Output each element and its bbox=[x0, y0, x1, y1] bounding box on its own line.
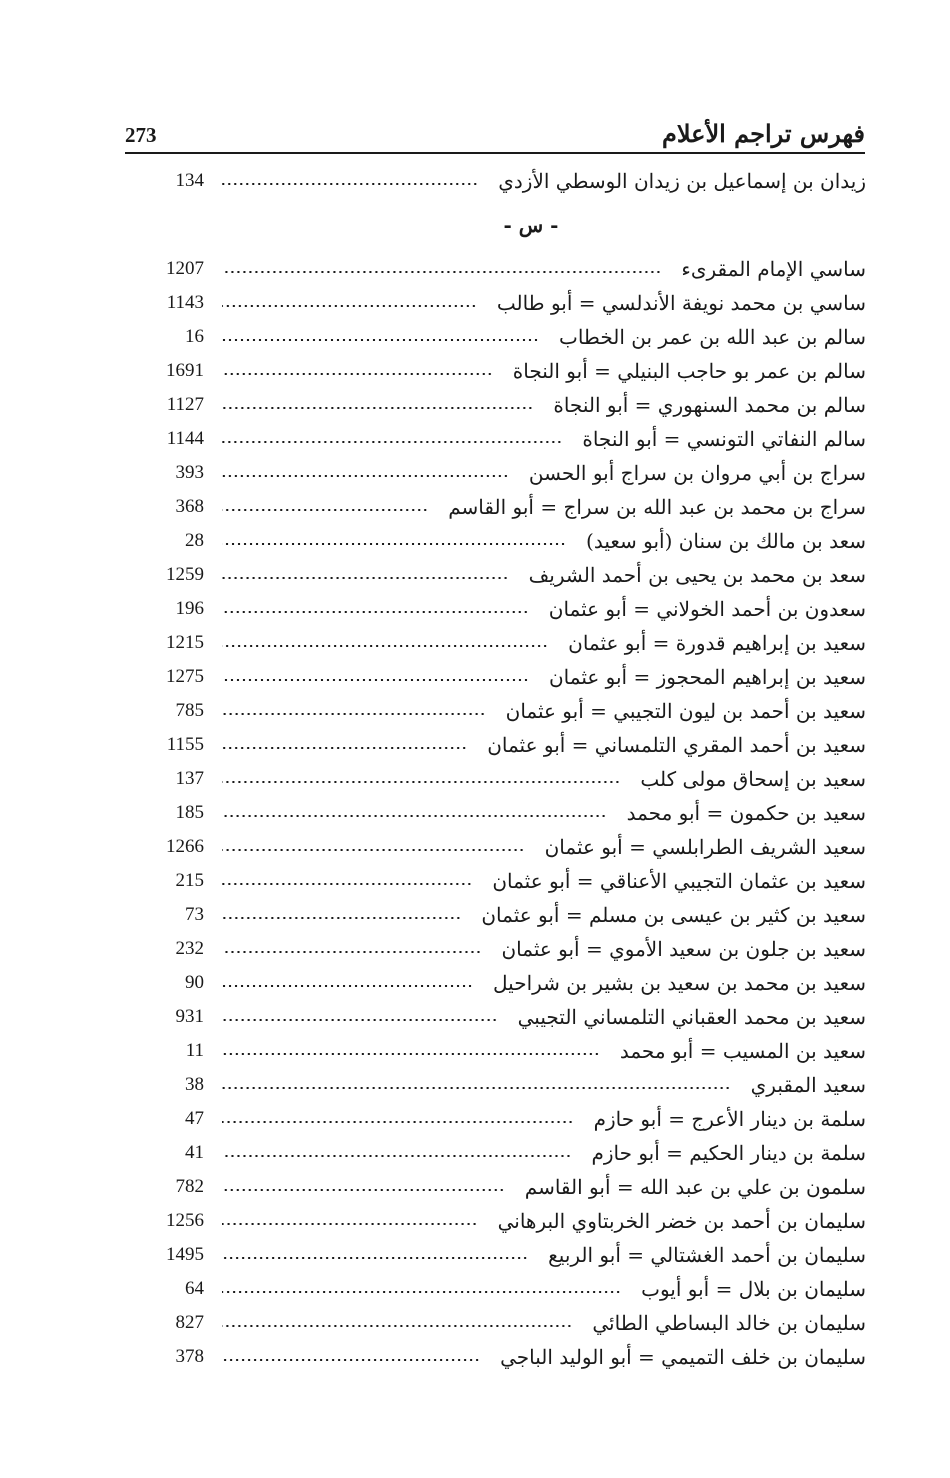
entry-page: 785 bbox=[175, 700, 204, 721]
index-entry bbox=[148, 1068, 866, 1102]
index-entry bbox=[148, 796, 866, 830]
entry-name: سليمان بن خلف التميمي = أبو الوليد الباجي bbox=[500, 1345, 866, 1369]
entry-page: 827 bbox=[175, 1312, 204, 1333]
entry-page: 137 bbox=[175, 768, 204, 789]
entry-page: 16 bbox=[185, 326, 204, 347]
index-entry bbox=[148, 1306, 866, 1340]
entry-name: سليمان بن خالد البساطي الطائي bbox=[592, 1311, 866, 1335]
running-title: فهرس تراجم الأعلام bbox=[661, 119, 865, 148]
entry-page: 185 bbox=[175, 802, 204, 823]
index-entry bbox=[148, 164, 866, 198]
index-entry bbox=[148, 762, 866, 796]
index-entry bbox=[148, 524, 866, 558]
entry-name: سالم بن عبد الله بن عمر بن الخطاب bbox=[558, 325, 866, 349]
dot-leader bbox=[222, 611, 529, 613]
entry-name: سعيد بن جلون بن سعيد الأموي = أبو عثمان bbox=[501, 937, 866, 961]
entry-name: سعيد بن كثير بن عيسى بن مسلم = أبو عثمان bbox=[481, 903, 866, 927]
dot-leader bbox=[222, 747, 467, 749]
entry-page: 1215 bbox=[166, 632, 204, 653]
entry-name: سلمون بن علي بن عبد الله = أبو القاسم bbox=[524, 1175, 866, 1199]
dot-leader bbox=[222, 917, 461, 919]
dot-leader bbox=[222, 407, 533, 409]
entry-name: سعد بن مالك بن سنان (أبو سعيد) bbox=[586, 529, 866, 553]
dot-leader bbox=[222, 951, 481, 953]
dot-leader bbox=[222, 577, 509, 579]
entry-name: سلمة بن دينار الحكيم = أبو حازم bbox=[591, 1141, 866, 1165]
entry-page: 64 bbox=[185, 1278, 204, 1299]
entry-page: 368 bbox=[175, 496, 204, 517]
dot-leader bbox=[222, 1053, 600, 1055]
index-entry bbox=[148, 592, 866, 626]
entry-page: 47 bbox=[185, 1108, 204, 1129]
entry-page: 73 bbox=[185, 904, 204, 925]
dot-leader bbox=[222, 1257, 528, 1259]
dot-leader bbox=[222, 271, 661, 273]
dot-leader bbox=[222, 441, 562, 443]
dot-leader bbox=[222, 373, 493, 375]
index-entry bbox=[148, 626, 866, 660]
dot-leader bbox=[222, 1121, 574, 1123]
entry-page: 1256 bbox=[166, 1210, 204, 1231]
dot-leader bbox=[222, 1325, 572, 1327]
entry-name: سعيد بن المسيب = أبو محمد bbox=[619, 1039, 866, 1063]
entry-name: سعيد الشريف الطرابلسي = أبو عثمان bbox=[544, 835, 866, 859]
index-entry bbox=[148, 1340, 866, 1374]
page-number: 273 bbox=[125, 123, 157, 147]
dot-leader bbox=[222, 1223, 478, 1225]
entry-name: سعيد بن أحمد بن ليون التجيبي = أبو عثمان bbox=[505, 699, 866, 723]
dot-leader bbox=[222, 849, 525, 851]
dot-leader bbox=[222, 679, 529, 681]
entry-page: 38 bbox=[185, 1074, 204, 1095]
entry-page: 134 bbox=[175, 170, 204, 191]
dot-leader bbox=[222, 781, 620, 783]
entry-name: سالم النفاتي التونسي = أبو النجاة bbox=[582, 427, 866, 451]
entry-name: سعيد بن عثمان التجيبي الأعناقي = أبو عثمان bbox=[492, 869, 866, 893]
index-entry bbox=[148, 864, 866, 898]
index-entry bbox=[148, 932, 866, 966]
dot-leader bbox=[222, 305, 477, 307]
entry-page: 1259 bbox=[166, 564, 204, 585]
dot-leader bbox=[222, 1087, 731, 1089]
entry-name: سراج بن أبي مروان بن سراج أبو الحسن bbox=[528, 461, 866, 485]
entry-name: ساسي بن محمد نويفة الأندلسي = أبو طالب bbox=[496, 291, 866, 315]
index-entry bbox=[148, 830, 866, 864]
page-header bbox=[125, 112, 865, 148]
index-entry bbox=[148, 490, 866, 524]
entry-name: سعيد بن أحمد المقري التلمساني = أبو عثمان bbox=[487, 733, 866, 757]
entry-page: 782 bbox=[175, 1176, 204, 1197]
index-entry bbox=[148, 728, 866, 762]
entry-page: 215 bbox=[175, 870, 204, 891]
entry-name: سعيد بن إبراهيم قدورة = أبو عثمان bbox=[568, 631, 866, 655]
entry-page: 393 bbox=[175, 462, 204, 483]
entry-page: 1275 bbox=[166, 666, 204, 687]
index-entry bbox=[148, 456, 866, 490]
entry-page: 1143 bbox=[166, 292, 204, 313]
entry-page: 1207 bbox=[166, 258, 204, 279]
header-rule bbox=[125, 152, 865, 154]
dot-leader bbox=[222, 183, 478, 185]
dot-leader bbox=[222, 475, 509, 477]
dot-leader bbox=[222, 883, 472, 885]
entry-name: سعيد بن محمد بن سعيد بن بشير بن شراحيل bbox=[493, 971, 866, 995]
index-entry bbox=[148, 898, 866, 932]
entry-name: سلمة بن دينار الأعرج = أبو حازم bbox=[593, 1107, 866, 1131]
dot-leader bbox=[222, 645, 548, 647]
entry-name: سليمان بن أحمد بن خضر الخربتاوي البرهاني bbox=[497, 1209, 866, 1233]
entry-page: 11 bbox=[185, 1040, 204, 1061]
index-entry bbox=[148, 286, 866, 320]
dot-leader bbox=[222, 985, 473, 987]
entry-page: 196 bbox=[175, 598, 204, 619]
entry-page: 1495 bbox=[166, 1244, 204, 1265]
entry-name: ساسي الإمام المقرىء bbox=[681, 257, 866, 281]
entry-name: سعيد بن إسحاق مولى كلب bbox=[640, 767, 866, 791]
entry-name: سراج بن محمد بن عبد الله بن سراج = أبو القاسم bbox=[448, 495, 866, 519]
entry-name: سليمان بن أحمد الغشتالي = أبو الربيع bbox=[548, 1243, 866, 1267]
index-entry bbox=[148, 694, 866, 728]
index-entry bbox=[148, 1272, 866, 1306]
index-entry bbox=[148, 966, 866, 1000]
index-entry bbox=[148, 1238, 866, 1272]
dot-leader bbox=[222, 1291, 621, 1293]
entry-name: سليمان بن بلال = أبو أيوب bbox=[641, 1277, 866, 1301]
index-entry bbox=[148, 558, 866, 592]
index-list bbox=[148, 164, 866, 1374]
index-entry bbox=[148, 388, 866, 422]
entry-name: زيدان بن إسماعيل بن زيدان الوسطي الأزدي bbox=[498, 169, 866, 193]
entry-name: سعد بن محمد بن يحيى بن أحمد الشريف bbox=[528, 563, 866, 587]
dot-leader bbox=[222, 509, 428, 511]
dot-leader bbox=[222, 713, 486, 715]
entry-name: سعيد بن حكمون = أبو محمد bbox=[626, 801, 866, 825]
index-entry bbox=[148, 422, 866, 456]
entry-page: 1691 bbox=[166, 360, 204, 381]
index-entry bbox=[148, 1102, 866, 1136]
dot-leader bbox=[222, 1155, 571, 1157]
entry-page: 1127 bbox=[166, 394, 204, 415]
entry-name: سعيد المقبري bbox=[750, 1073, 866, 1097]
index-entry bbox=[148, 1204, 866, 1238]
dot-leader bbox=[222, 815, 607, 817]
entry-name: سالم بن محمد السنهوري = أبو النجاة bbox=[553, 393, 866, 417]
dot-leader bbox=[222, 339, 539, 341]
index-entry bbox=[148, 1170, 866, 1204]
entry-name: سعدون بن أحمد الخولاني = أبو عثمان bbox=[548, 597, 866, 621]
index-entry bbox=[148, 320, 866, 354]
dot-leader bbox=[222, 1019, 498, 1021]
entry-name: سعيد بن إبراهيم المحجوز = أبو عثمان bbox=[548, 665, 866, 689]
entry-page: 90 bbox=[185, 972, 204, 993]
entry-page: 1155 bbox=[166, 734, 204, 755]
entry-page: 28 bbox=[185, 530, 204, 551]
dot-leader bbox=[222, 1359, 480, 1361]
index-entry bbox=[148, 252, 866, 286]
index-entry bbox=[148, 1136, 866, 1170]
dot-leader bbox=[222, 1189, 505, 1191]
index-entry bbox=[148, 1034, 866, 1068]
entry-page: 931 bbox=[175, 1006, 204, 1027]
entry-page: 41 bbox=[185, 1142, 204, 1163]
entry-page: 232 bbox=[175, 938, 204, 959]
entry-list bbox=[148, 252, 866, 1374]
section-letter-heading: - س - bbox=[503, 213, 559, 237]
entry-page: 1144 bbox=[166, 428, 204, 449]
dot-leader bbox=[222, 543, 566, 545]
entry-name: سالم بن عمر بو حاجب البنيلي = أبو النجاة bbox=[512, 359, 866, 383]
entry-page: 1266 bbox=[166, 836, 204, 857]
entry-page: 378 bbox=[175, 1346, 204, 1367]
index-entry bbox=[148, 354, 866, 388]
entry-name: سعيد بن محمد العقباني التلمساني التجيبي bbox=[517, 1005, 866, 1029]
index-entry bbox=[148, 660, 866, 694]
index-entry bbox=[148, 1000, 866, 1034]
